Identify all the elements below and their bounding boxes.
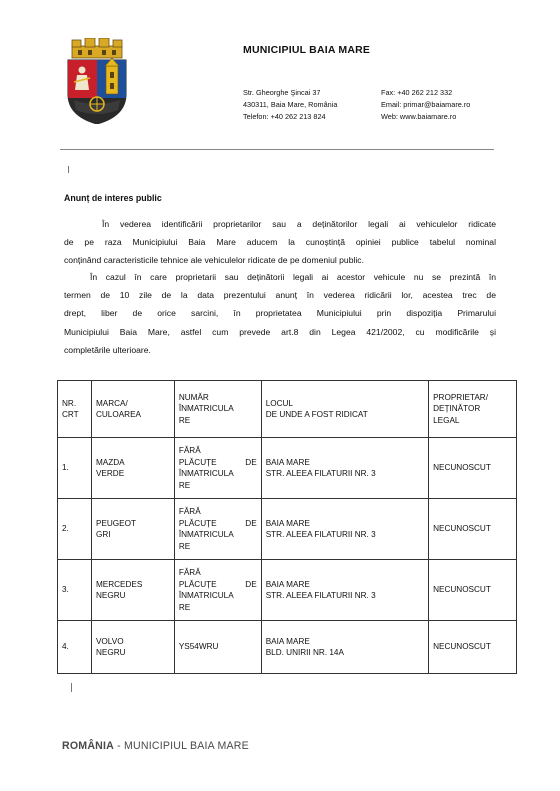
paragraph-1-line: de pe raza Municipiului Baia Mare aducem la cunoștință opiniei publice tabelul nominal bbox=[64, 237, 496, 248]
header-proprietar: PROPRIETAR/ DEȚINĂTOR LEGAL bbox=[429, 381, 517, 438]
cell-numar: FĂRĂ PLĂCUȚE DE ÎNMATRICULA RE bbox=[174, 438, 261, 499]
cell-nr: 3. bbox=[58, 560, 92, 621]
vehicles-table bbox=[57, 380, 517, 674]
cell-nr: 4. bbox=[58, 621, 92, 674]
cell-nr: 2. bbox=[58, 499, 92, 560]
paragraph-2 bbox=[64, 268, 496, 359]
cell-proprietar: NECUNOSCUT bbox=[429, 499, 517, 560]
contact-block bbox=[381, 87, 470, 123]
cell-locul: BAIA MARE BLD. UNIRII NR. 14A bbox=[261, 621, 428, 674]
address-block bbox=[243, 87, 337, 123]
cell-numar: FĂRĂ PLĂCUȚE DE ÎNMATRICULA RE bbox=[174, 499, 261, 560]
table-row bbox=[58, 560, 517, 621]
paragraph-1-line: conținând caracteristicile tehnice ale vehiculelor ridicate de pe domeniul public. bbox=[64, 255, 364, 266]
shield bbox=[68, 58, 126, 124]
table-row bbox=[58, 621, 517, 674]
header-nr-crt: NR. CRT bbox=[58, 381, 92, 438]
paragraph-2-line: drept, liber de orice sarcini, în proprietatea Municipiului prin dispoziția Primarului bbox=[64, 308, 496, 319]
org-title: MUNICIPIUL BAIA MARE bbox=[243, 44, 371, 56]
paragraph-2-line: În cazul în care proprietarii sau deținătorii legali ai acestor vehicule nu se prezintă în bbox=[90, 272, 496, 282]
table-header-row bbox=[58, 381, 517, 438]
coat-of-arms-logo bbox=[62, 38, 132, 124]
paragraph-1 bbox=[64, 215, 496, 270]
paragraph-1-line: În vederea identificării proprietarilor sau a deținătorilor legali ai vehiculelor ridicate bbox=[102, 219, 496, 229]
margin-mark bbox=[68, 166, 69, 173]
footer bbox=[62, 740, 249, 752]
footer-country: ROMÂNIA bbox=[62, 740, 115, 752]
margin-mark bbox=[71, 683, 72, 692]
footer-municipality: - MUNICIPIUL BAIA MARE bbox=[114, 740, 249, 752]
paragraph-2-line: Municipiului Baia Mare, astfel cum prevede art.8 din Legea 421/2002, cu modificările și bbox=[64, 326, 496, 337]
table-row bbox=[58, 438, 517, 499]
header-locul: LOCUL DE UNDE A FOST RIDICAT bbox=[261, 381, 428, 438]
header-numar-inmatriculare: NUMĂR ÎNMATRICULA RE bbox=[174, 381, 261, 438]
paragraph-2-line: termen de 10 zile de la data prezentului anunț în vederea ridicării lor, acestea trec de bbox=[64, 290, 496, 301]
cell-proprietar: NECUNOSCUT bbox=[429, 560, 517, 621]
cell-proprietar: NECUNOSCUT bbox=[429, 621, 517, 674]
mural-crown bbox=[72, 38, 122, 58]
contact-fax: Fax: +40 262 212 332 bbox=[381, 88, 453, 97]
contact-email[interactable]: Email: primar@baiamare.ro bbox=[381, 100, 471, 109]
contact-web[interactable]: Web: www.baiamare.ro bbox=[381, 112, 457, 121]
cell-numar: FĂRĂ PLĂCUȚE DE ÎNMATRICULA RE bbox=[174, 560, 261, 621]
cell-marca: MERCEDES NEGRU bbox=[91, 560, 174, 621]
table-row bbox=[58, 499, 517, 560]
cell-marca: PEUGEOT GRI bbox=[91, 499, 174, 560]
address-street: Str. Gheorghe Şincai 37 bbox=[243, 88, 321, 97]
address-phone: Telefon: +40 262 213 824 bbox=[243, 112, 326, 121]
header-marca-culoarea: MARCA/ CULOAREA bbox=[91, 381, 174, 438]
cell-proprietar: NECUNOSCUT bbox=[429, 438, 517, 499]
paragraph-2-line: completările ulterioare. bbox=[64, 344, 151, 355]
cell-marca: MAZDA VERDE bbox=[91, 438, 174, 499]
cell-locul: BAIA MARE STR. ALEEA FILATURII NR. 3 bbox=[261, 438, 428, 499]
header-divider bbox=[60, 149, 494, 150]
cell-locul: BAIA MARE STR. ALEEA FILATURII NR. 3 bbox=[261, 560, 428, 621]
cell-nr: 1. bbox=[58, 438, 92, 499]
cell-marca: VOLVO NEGRU bbox=[91, 621, 174, 674]
cell-numar: YS54WRU bbox=[174, 621, 261, 674]
address-city: 430311, Baia Mare, România bbox=[243, 100, 338, 109]
announcement-heading: Anunț de interes public bbox=[64, 193, 162, 203]
cell-locul: BAIA MARE STR. ALEEA FILATURII NR. 3 bbox=[261, 499, 428, 560]
